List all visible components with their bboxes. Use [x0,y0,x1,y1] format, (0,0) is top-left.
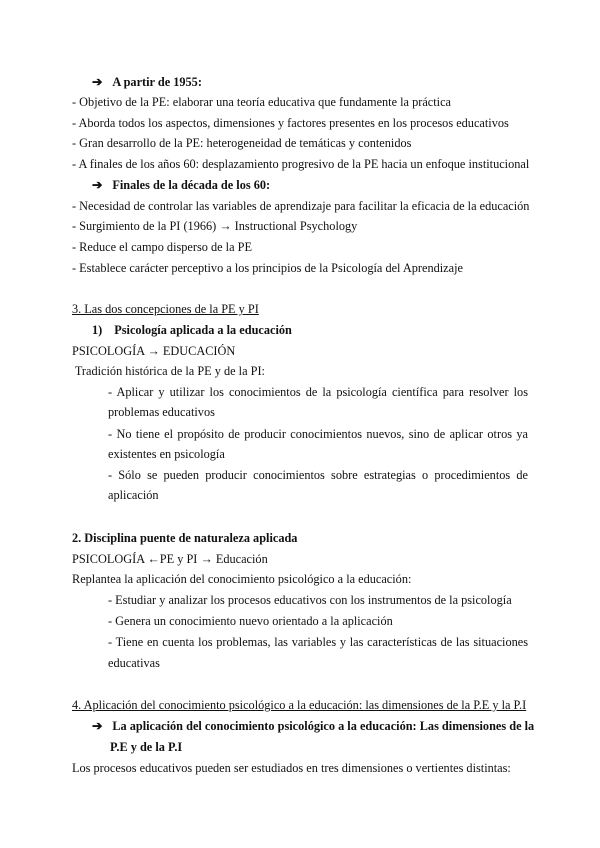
list-item: - Genera un conocimiento nuevo orientado a la aplicación [108,614,393,628]
list-item: - No tiene el propósito de producir conocimientos nuevos, sino de aplicar otros ya [108,427,528,441]
section4-heading [92,718,534,734]
list-item: - Reduce el campo disperso de la PE [72,240,252,254]
item1-heading [92,322,292,338]
list-item: - Surgimiento de la PI (1966) → Instructional Psychology [72,219,358,233]
list-item: - Tiene en cuenta los problemas, las variables y las características de las situaciones [108,635,528,649]
item-number: 1) [92,323,103,337]
list-item: - Aplicar y utilizar los conocimientos de la psicología científica para resolver los [108,385,528,399]
heading-continuation: P.E y de la P.I [110,740,183,754]
list-item-continuation: existentes en psicología [108,447,225,461]
list-item: - Estudiar y analizar los procesos educativos con los instrumentos de la psicología [108,593,512,607]
arrow-icon: ➔ [92,178,103,192]
list-item: - Necesidad de controlar las variables de aprendizaje para facilitar la eficacia de la educación [72,199,530,213]
list-item: - Gran desarrollo de la PE: heterogeneidad de temáticas y contenidos [72,136,412,150]
flow-text: PSICOLOGÍA ←PE y PI → Educación [72,552,268,566]
list-item: - Sólo se pueden producir conocimientos sobre estrategias o procedimientos de [108,468,528,482]
list-item-continuation: aplicación [108,488,159,502]
heading-text: A partir de 1955: [112,75,202,89]
arrow-icon: ➔ [92,719,103,733]
list-item: - A finales de los años 60: desplazamiento progresivo de la PE hacia un enfoque institucional [72,157,530,171]
heading-text: Finales de la década de los 60: [112,178,271,192]
list-item-continuation: problemas educativos [108,405,215,419]
heading-from-1955 [92,74,202,90]
list-item: - Objetivo de la PE: elaborar una teoría educativa que fundamente la práctica [72,95,451,109]
item2-heading: 2. Disciplina puente de naturaleza aplicada [72,531,298,545]
heading-text: La aplicación del conocimiento psicológico a la educación: Las dimensiones de la [112,719,535,733]
arrow-icon: ➔ [92,75,103,89]
flow-text: PSICOLOGÍA → EDUCACIÓN [72,344,236,358]
intro-text: Replantea la aplicación del conocimiento psicológico a la educación: [72,572,412,586]
section-title: 3. Las dos concepciones de la PE y PI [72,302,259,316]
heading-late-60s [92,177,270,193]
body-text: Los procesos educativos pueden ser estudiados en tres dimensiones o vertientes distintas: [72,761,511,775]
section-title: 4. Aplicación del conocimiento psicológico a la educación: las dimensiones de la P.E y la P.I [72,698,527,712]
list-item-continuation: educativas [108,656,160,670]
list-item: - Aborda todos los aspectos, dimensiones y factores presentes en los procesos educativos [72,116,509,130]
intro-text: Tradición histórica de la PE y de la PI: [72,364,265,378]
list-item: - Establece carácter perceptivo a los principios de la Psicología del Aprendizaje [72,261,463,275]
item1-title: Psicología aplicada a la educación [114,323,292,337]
